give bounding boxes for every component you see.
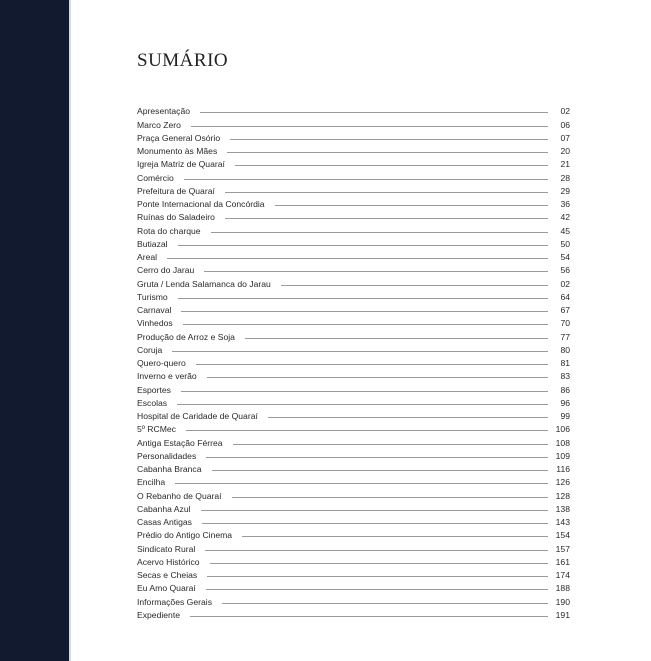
toc-leader-line <box>184 179 548 180</box>
toc-entry-label: Inverno e verão <box>137 371 197 382</box>
toc-entry-page-number: 190 <box>555 596 570 607</box>
toc-entry[interactable] <box>137 156 570 169</box>
toc-entry[interactable] <box>137 448 570 461</box>
toc-entry[interactable] <box>137 209 570 222</box>
toc-entry[interactable] <box>137 342 570 355</box>
toc-entry-label: Apresentação <box>137 106 191 117</box>
toc-entry-page-number: 99 <box>560 411 570 421</box>
toc-entry-label: Cerro do Jarau <box>137 265 195 276</box>
toc-leader-line <box>207 377 548 378</box>
toc-entry[interactable] <box>137 262 570 275</box>
toc-entry-page-number: 36 <box>560 199 570 209</box>
toc-entry-label: Acervo Histórico <box>137 556 200 567</box>
toc-entry-page-number: 86 <box>560 384 570 395</box>
toc-entry-page-number: 109 <box>555 450 570 461</box>
toc-entry-page-number: 161 <box>555 556 570 567</box>
toc-entry-page-number: 02 <box>560 278 570 289</box>
toc-entry-label: Coruja <box>137 344 163 355</box>
toc-leader-line <box>211 232 548 233</box>
toc-leader-line <box>212 470 549 471</box>
page-title: SUMÁRIO <box>137 50 229 71</box>
toc-entry[interactable] <box>137 328 570 341</box>
toc-entry[interactable] <box>137 302 570 315</box>
toc-leader-line <box>172 351 548 352</box>
toc-leader-line <box>186 430 548 431</box>
toc-entry-label: Turismo <box>137 291 168 302</box>
toc-entry[interactable] <box>137 130 570 143</box>
toc-entry-page-number: 116 <box>556 464 570 474</box>
toc-entry-page-number: 96 <box>560 397 570 408</box>
toc-entry-label: Areal <box>137 252 158 262</box>
toc-entry[interactable] <box>137 567 570 580</box>
toc-entry-label: Antiga Estação Férrea <box>137 437 223 448</box>
toc-entry-label: Quero-quero <box>137 358 186 368</box>
toc-entry-label: Prefeitura de Quaraí <box>137 185 215 196</box>
book-spine <box>0 0 69 661</box>
toc-entry-label: Sindicato Rural <box>137 543 196 554</box>
toc-entry[interactable] <box>137 527 570 540</box>
toc-entry-page-number: 07 <box>560 132 570 143</box>
toc-entry-label: Eu Amo Quaraí <box>137 583 196 594</box>
toc-leader-line <box>242 536 548 537</box>
toc-entry-page-number: 56 <box>560 265 570 276</box>
toc-leader-line <box>201 510 548 511</box>
toc-leader-line <box>232 497 548 498</box>
toc-leader-line <box>245 338 548 339</box>
toc-entry[interactable] <box>137 183 570 196</box>
toc-entry[interactable] <box>137 116 570 129</box>
toc-entry-label: Produção de Arroz e Soja <box>137 331 235 342</box>
toc-leader-line <box>206 589 548 590</box>
toc-entry-page-number: 191 <box>555 609 570 620</box>
toc-entry-page-number: 02 <box>560 106 570 117</box>
toc-entry-page-number: 70 <box>560 318 570 329</box>
toc-leader-line <box>225 192 548 193</box>
table-of-contents <box>137 103 570 620</box>
toc-entry[interactable] <box>137 474 570 487</box>
toc-entry[interactable] <box>137 236 570 249</box>
toc-entry[interactable] <box>137 434 570 447</box>
toc-leader-line <box>204 271 548 272</box>
toc-entry-page-number: 128 <box>555 490 570 501</box>
toc-leader-line <box>178 245 548 246</box>
toc-leader-line <box>183 324 548 325</box>
toc-leader-line <box>196 364 548 365</box>
toc-entry[interactable] <box>137 395 570 408</box>
toc-entry-label: Marco Zero <box>137 119 181 130</box>
toc-entry-page-number: 45 <box>560 225 570 236</box>
toc-leader-line <box>206 457 548 458</box>
toc-leader-line <box>178 298 548 299</box>
toc-leader-line <box>207 576 548 577</box>
toc-entry[interactable] <box>137 501 570 514</box>
toc-leader-line <box>167 258 548 259</box>
toc-entry-label: Comércio <box>137 172 174 183</box>
toc-entry-page-number: 42 <box>560 212 570 223</box>
toc-entry-label: Ponte Internacional da Concórdia <box>137 199 265 209</box>
toc-entry-label: Rota do charque <box>137 225 201 236</box>
toc-entry-page-number: 83 <box>560 371 570 382</box>
toc-entry-page-number: 21 <box>560 159 570 170</box>
toc-leader-line <box>202 523 548 524</box>
toc-leader-line <box>227 152 548 153</box>
toc-entry[interactable] <box>137 487 570 500</box>
toc-entry-page-number: 28 <box>560 172 570 183</box>
toc-entry-label: Esportes <box>137 384 171 395</box>
toc-entry[interactable] <box>137 381 570 394</box>
toc-entry-label: Escolas <box>137 397 168 408</box>
toc-entry-page-number: 108 <box>555 437 570 448</box>
toc-entry-label: Informações Gerais <box>137 596 212 607</box>
toc-entry-label: 5º RCMec <box>137 424 176 435</box>
toc-entry-label: Ruínas do Saladeiro <box>137 212 215 223</box>
toc-entry-page-number: 64 <box>560 291 570 302</box>
toc-entry-page-number: 29 <box>560 185 570 196</box>
toc-leader-line <box>191 126 548 127</box>
toc-leader-line <box>275 205 548 206</box>
toc-entry-page-number: 154 <box>555 530 570 541</box>
toc-entry-page-number: 67 <box>560 305 570 315</box>
toc-leader-line <box>205 550 548 551</box>
toc-entry-label: Encilha <box>137 477 166 488</box>
toc-entry-page-number: 106 <box>555 424 570 435</box>
toc-entry[interactable] <box>137 514 570 527</box>
toc-entry[interactable] <box>137 169 570 182</box>
toc-entry-label: Prédio do Antigo Cinema <box>137 530 233 541</box>
toc-entry-label: Gruta / Lenda Salamanca do Jarau <box>137 278 271 289</box>
toc-leader-line <box>268 417 548 418</box>
toc-entry[interactable] <box>137 607 570 620</box>
toc-entry[interactable] <box>137 315 570 328</box>
toc-entry-label: O Rebanho de Quaraí <box>137 490 222 501</box>
toc-leader-line <box>181 391 548 392</box>
toc-leader-line <box>181 311 548 312</box>
toc-entry-page-number: 126 <box>555 477 570 488</box>
toc-leader-line <box>225 218 548 219</box>
toc-entry-page-number: 54 <box>560 252 570 262</box>
toc-entry[interactable] <box>137 275 570 288</box>
toc-entry[interactable] <box>137 289 570 302</box>
toc-entry-page-number: 06 <box>560 119 570 130</box>
toc-entry[interactable] <box>137 421 570 434</box>
toc-leader-line <box>177 404 548 405</box>
toc-entry-label: Expediente <box>137 609 181 620</box>
toc-entry[interactable] <box>137 143 570 156</box>
toc-entry-label: Vinhedos <box>137 318 173 329</box>
toc-entry-label: Monumento às Mães <box>137 146 218 156</box>
toc-entry-page-number: 77 <box>560 331 570 342</box>
toc-entry[interactable] <box>137 249 570 262</box>
toc-leader-line <box>233 444 548 445</box>
toc-leader-line <box>281 285 548 286</box>
toc-entry-label: Praça General Osório <box>137 132 221 143</box>
toc-entry-page-number: 188 <box>555 583 570 594</box>
toc-entry[interactable] <box>137 461 570 474</box>
toc-entry-page-number: 50 <box>560 238 570 249</box>
toc-entry[interactable] <box>137 222 570 235</box>
toc-entry[interactable] <box>137 554 570 567</box>
toc-entry-page-number: 174 <box>555 570 570 580</box>
toc-leader-line <box>210 563 548 564</box>
toc-entry-label: Cabanha Azul <box>137 503 191 514</box>
toc-entry[interactable] <box>137 368 570 381</box>
toc-leader-line <box>190 616 548 617</box>
toc-entry-page-number: 81 <box>560 358 570 368</box>
toc-entry[interactable] <box>137 593 570 606</box>
toc-entry[interactable] <box>137 355 570 368</box>
toc-entry-label: Butiazal <box>137 238 168 249</box>
toc-entry[interactable] <box>137 580 570 593</box>
toc-leader-line <box>200 112 548 113</box>
toc-entry[interactable] <box>137 540 570 553</box>
toc-entry-label: Casas Antigas <box>137 517 192 527</box>
toc-leader-line <box>222 603 548 604</box>
toc-entry[interactable] <box>137 196 570 209</box>
toc-leader-line <box>230 139 548 140</box>
toc-entry-page-number: 157 <box>555 543 570 554</box>
toc-entry-label: Secas e Cheias <box>137 570 198 580</box>
toc-entry-label: Cabanha Branca <box>137 464 202 474</box>
toc-leader-line <box>175 483 548 484</box>
toc-entry-page-number: 80 <box>560 344 570 355</box>
toc-entry-page-number: 138 <box>555 503 570 514</box>
toc-entry-label: Hospital de Caridade de Quaraí <box>137 411 258 421</box>
toc-leader-line <box>235 165 548 166</box>
toc-entry-label: Personalidades <box>137 450 197 461</box>
spine-edge <box>69 0 71 661</box>
toc-entry-page-number: 143 <box>555 517 570 527</box>
toc-entry[interactable] <box>137 103 570 116</box>
toc-entry-label: Carnaval <box>137 305 172 315</box>
toc-entry-label: Igreja Matriz de Quaraí <box>137 159 225 170</box>
toc-entry-page-number: 20 <box>560 146 570 156</box>
toc-entry[interactable] <box>137 408 570 421</box>
